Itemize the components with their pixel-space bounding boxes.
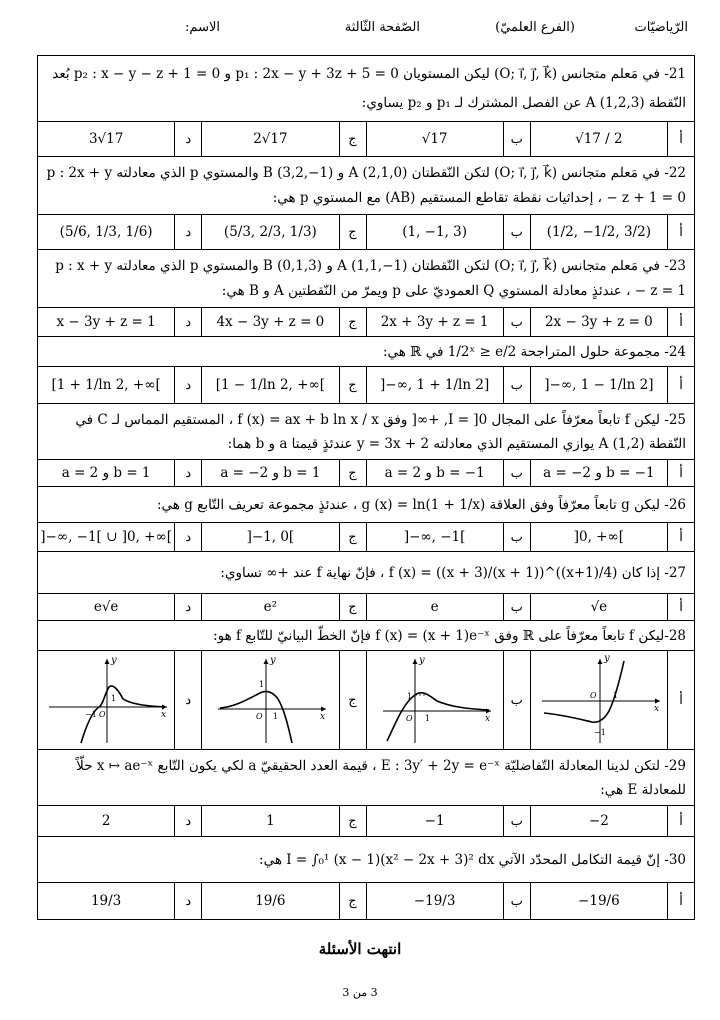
option-b[interactable]: (1, −1, 3)	[366, 215, 503, 249]
origin-label: O	[99, 710, 106, 719]
option-label-b: ب	[503, 806, 530, 836]
option-a[interactable]: 2x − 3y + z = 0	[530, 308, 667, 336]
option-label-d: د	[174, 308, 201, 336]
tick-label: 1	[111, 694, 117, 703]
option-label-a: أ	[667, 122, 694, 156]
option-label-d: د	[174, 523, 201, 551]
option-label-a: أ	[667, 523, 694, 551]
x-axis-label: x	[484, 714, 490, 724]
tick-label: −1	[593, 728, 606, 737]
question-text: 27- إذا كان f (x) = ((x + 3)/(x + 1))^((x+1)/4) ، فإنّ نهاية f عند +∞ تساوي:	[220, 565, 686, 581]
option-c[interactable]: e²	[201, 594, 338, 620]
question-29	[38, 750, 694, 837]
option-label-d: د	[174, 367, 201, 403]
option-label-d: د	[174, 651, 201, 749]
tick-label: 1	[259, 680, 265, 689]
options-row	[38, 593, 694, 620]
x-axis-label: x	[320, 712, 326, 722]
option-label-d: د	[174, 460, 201, 486]
option-b-graph[interactable]	[366, 651, 503, 749]
option-a-graph[interactable]	[530, 651, 667, 749]
graph-d	[41, 653, 171, 747]
option-label-b: ب	[503, 594, 530, 620]
question-text: 29- لتكن لدينا المعادلة التّفاضليّة E : 3y′ + 2y = e⁻ˣ ، قيمة العدد الحقيقيّ a لكي يكون التّابع x ↦ ae⁻ˣ حلّاً للمعادلة E هي:	[76, 758, 686, 798]
option-label-c: ج	[339, 523, 366, 551]
option-c[interactable]: 19/6	[201, 883, 338, 919]
option-b[interactable]: a = 2 و b = −1	[366, 460, 503, 486]
option-d[interactable]: 3√17	[88, 131, 124, 147]
question-22	[38, 157, 694, 250]
option-d-graph[interactable]	[38, 651, 174, 749]
x-axis-label: x	[161, 710, 167, 720]
tick-label: 1	[273, 712, 279, 721]
option-a[interactable]: √17 / 2	[530, 122, 667, 156]
option-label-c: ج	[339, 367, 366, 403]
question-27	[38, 552, 694, 621]
option-label-b: ب	[503, 122, 530, 156]
option-label-b: ب	[503, 651, 530, 749]
y-axis-label: y	[603, 653, 610, 664]
option-d[interactable]: e√e	[93, 599, 119, 615]
option-b[interactable]: −1	[366, 806, 503, 836]
question-text: 22- في مَعلم متجانس (O; i⃗, j⃗, k⃗) لتكن النّقطتان A (2,1,0) و B (3,2,−1) والمستوي p الذي معادلته p : 2x + y − z + 1 = 0 ، إحداثيات نقطة تقاطع المستقيم (AB) مع المستوي p هي:	[46, 165, 686, 206]
option-label-a: أ	[667, 460, 694, 486]
option-c[interactable]: 1	[201, 806, 338, 836]
option-d[interactable]: ]−∞, −1[ ∪ ]0, +∞[	[40, 529, 172, 545]
option-c[interactable]: ]−1, 0[	[201, 523, 338, 551]
option-c[interactable]: a = −2 و b = 1	[201, 460, 338, 486]
option-c[interactable]: (5/3, 2/3, 1/3)	[201, 215, 338, 249]
option-b[interactable]: −19/3	[366, 883, 503, 919]
page-label: الصّفحة الثّالثة	[344, 20, 420, 35]
option-a[interactable]: −19/6	[530, 883, 667, 919]
option-b[interactable]: e	[366, 594, 503, 620]
option-label-c: ج	[339, 806, 366, 836]
option-a[interactable]: ]−∞, 1 − 1/ln 2]	[530, 367, 667, 403]
options-row	[38, 522, 694, 551]
origin-label: O	[589, 691, 597, 700]
option-c[interactable]: 2√17	[201, 122, 338, 156]
question-30	[38, 837, 694, 920]
options-row	[38, 121, 694, 156]
option-label-d: د	[174, 806, 201, 836]
page-header	[0, 18, 720, 42]
tick-label: −1	[85, 710, 97, 719]
option-label-a: أ	[667, 883, 694, 919]
question-25	[38, 404, 694, 487]
option-label-c: ج	[339, 651, 366, 749]
option-label-a: أ	[667, 651, 694, 749]
option-d[interactable]: (5/6, 1/3, 1/6)	[59, 224, 153, 240]
question-text: 21- في مَعلم متجانس (O; i⃗, j⃗, k⃗) ليكن المستويان p₁ : 2x − y + 3z + 5 = 0 و p₂ : x − y − z + 1 = 0 بُعد النّقطة A (1,2,3) عن الفصل المشترك لـ p₁ و p₂ يساوي:	[52, 66, 686, 111]
option-label-d: د	[174, 883, 201, 919]
option-d[interactable]: x − 3y + z = 1	[56, 314, 156, 330]
y-axis-label: y	[270, 655, 277, 666]
y-axis-label: y	[111, 655, 117, 666]
option-label-a: أ	[667, 308, 694, 336]
question-23	[38, 250, 694, 337]
option-label-a: أ	[667, 367, 694, 403]
option-a[interactable]: √e	[530, 594, 667, 620]
option-label-d: د	[174, 215, 201, 249]
tick-label: 1	[406, 692, 412, 701]
option-label-b: ب	[503, 367, 530, 403]
tick-label: 1	[612, 691, 618, 700]
option-label-a: أ	[667, 215, 694, 249]
option-label-b: ب	[503, 523, 530, 551]
option-label-d: د	[174, 594, 201, 620]
question-text: 25- ليكن f تابعاً معرّفاً على المجال I = ]0, +∞[ وفق f (x) = ax + b ln x / x ، المستقيم المماس لـ C في النّقطة A (1,2) يوازي المستقيم الذي معادلته y = 3x + 2 عندئذٍ قيمتا a و b هما:	[75, 412, 686, 452]
option-b[interactable]: ]−∞, 1 + 1/ln 2]	[366, 367, 503, 403]
question-text: 30- إنّ قيمة التكامل المحدّد الآتي I = ∫₀¹ (x − 1)(x² − 2x + 3)² dx هي:	[259, 852, 686, 868]
option-label-b: ب	[503, 308, 530, 336]
option-label-b: ب	[503, 883, 530, 919]
x-axis-label: x	[653, 704, 659, 714]
question-26	[38, 487, 694, 552]
y-axis-label: y	[418, 655, 425, 666]
option-d[interactable]: 2	[101, 813, 111, 829]
options-row	[38, 214, 694, 249]
name-label: الاسم:	[185, 20, 220, 35]
page-number: 3 من 3	[342, 986, 378, 999]
option-label-d: د	[174, 122, 201, 156]
options-row	[38, 805, 694, 836]
option-d[interactable]: 19/3	[90, 893, 122, 909]
option-a[interactable]: a = −2 و b = −1	[530, 460, 667, 486]
option-c[interactable]: [1 − 1/ln 2, +∞[	[201, 367, 338, 403]
option-label-b: ب	[503, 460, 530, 486]
question-text: 24- مجموعة حلول المتراجحة 1/2ˣ ≥ e/2 في ℝ هي:	[382, 344, 686, 360]
option-label-b: ب	[503, 215, 530, 249]
question-text: 23- في مَعلم متجانس (O; i⃗, j⃗, k⃗) لتكن النّقطتان A (1,1,−1) و B (0,1,3) والمستوي p الذي معادلته p : x + y − z = 1 ، عندئذٍ معادلة المستوي Q العموديّ على p ويمرّ من النّقطتين A و B هي:	[55, 258, 686, 299]
graph-c	[210, 653, 330, 747]
option-label-c: ج	[339, 594, 366, 620]
options-row	[38, 882, 694, 919]
option-b[interactable]: 2x + 3y + z = 1	[366, 308, 503, 336]
branch-label: (الفرع العلميّ)	[495, 20, 575, 35]
option-label-c: ج	[339, 883, 366, 919]
option-label-c: ج	[339, 460, 366, 486]
option-label-c: ج	[339, 308, 366, 336]
question-text: 28-ليكن f تابعاً معرّفاً على ℝ وفق f (x) = (x + 1)e⁻ˣ فإنّ الخطّ البيانيّ للتّابع f هو:	[213, 628, 686, 644]
tick-label: 1	[424, 714, 430, 723]
origin-label: O	[405, 714, 413, 723]
option-a[interactable]: ]0, +∞[	[530, 523, 667, 551]
option-a[interactable]: (1/2, −1/2, 3/2)	[530, 215, 667, 249]
option-b[interactable]: √17	[366, 122, 503, 156]
question-24	[38, 337, 694, 404]
options-row	[38, 366, 694, 403]
option-b[interactable]: ]−∞, −1[	[366, 523, 503, 551]
end-of-questions: انتهت الأسئلة	[318, 940, 402, 958]
subject-label: الرّياضيّات	[634, 20, 688, 35]
question-text: 26- ليكن g تابعاً معرّفاً وفق العلاقة g (x) = ln(1 + 1/x) ، عندئذٍ مجموعة تعريف التّابع g هي:	[156, 497, 686, 513]
option-label-a: أ	[667, 594, 694, 620]
options-row	[38, 459, 694, 486]
question-28	[38, 621, 694, 750]
option-c-graph[interactable]	[201, 651, 338, 749]
options-row	[38, 650, 694, 749]
option-label-a: أ	[667, 806, 694, 836]
option-label-c: ج	[339, 122, 366, 156]
origin-label: O	[256, 712, 263, 721]
questions-table	[37, 55, 695, 920]
option-c[interactable]: 4x − 3y + z = 0	[201, 308, 338, 336]
option-label-c: ج	[339, 215, 366, 249]
question-21	[38, 56, 694, 157]
option-a[interactable]: −2	[530, 806, 667, 836]
graph-b	[375, 653, 495, 747]
option-d[interactable]: a = 2 و b = 1	[61, 465, 151, 481]
option-d[interactable]: [1 + 1/ln 2, +∞[	[51, 377, 161, 393]
options-row	[38, 307, 694, 336]
graph-a	[534, 653, 664, 747]
